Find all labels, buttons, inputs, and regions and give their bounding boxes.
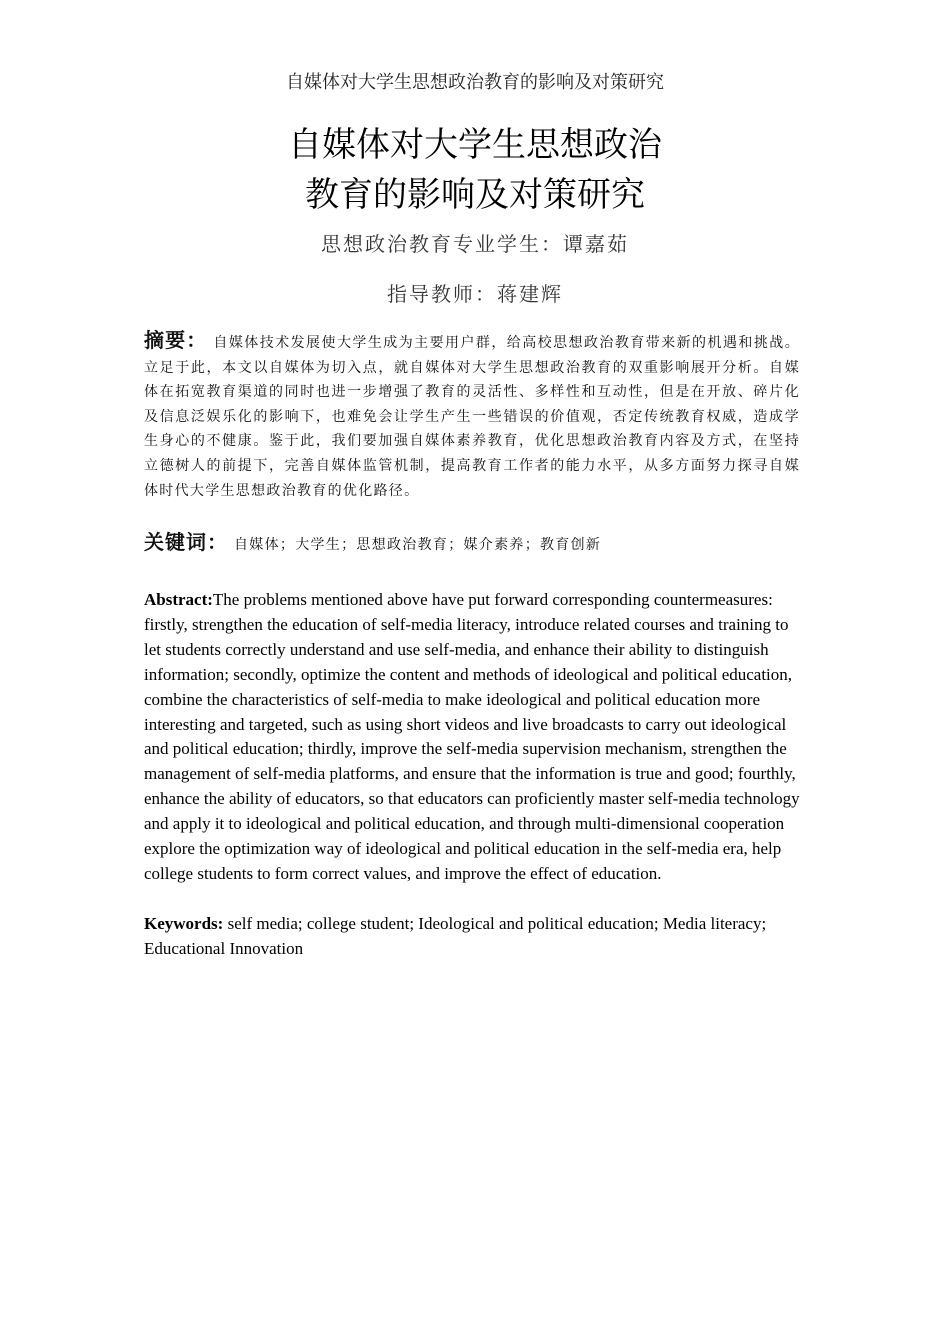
chinese-abstract-label: 摘要： xyxy=(144,328,208,352)
chinese-keywords-text: 自媒体；大学生；思想政治教育；媒介素养；教育创新 xyxy=(234,537,602,553)
paper-title xyxy=(0,120,950,220)
author-line: 思想政治教育专业学生：谭嘉茹 xyxy=(321,232,629,256)
paper-title-line-2: 教育的影响及对策研究 xyxy=(305,175,645,215)
english-abstract-label: Abstract: xyxy=(144,590,213,609)
running-header: 自媒体对大学生思想政治教育的影响及对策研究 xyxy=(286,72,664,92)
chinese-abstract xyxy=(144,328,800,503)
english-abstract-text: The problems mentioned above have put forward corresponding countermeasures: firstly, strengthen the education of self-media literacy, introduce related courses and training to let students correctly understand and use self-media, and enhance their ability to distinguish information; secondly, optimize the content and methods of ideological and political education, combine the characteristics of self-media to make ideological and political education more interesting and targeted, such as using short videos and live broadcasts to carry out ideological and political education; thirdly, improve the self-media supervision mechanism, strengthen the management of self-media platforms, and ensure that the information is true and good; fourthly, enhance the ability of educators, so that educators can proficiently master self-media technology and apply it to ideological and political education, and through multi-dimensional cooperation explore the optimization way of ideological and political education in the self-media era, help college students to form correct values, and improve the effect of education. xyxy=(144,590,800,883)
chinese-keywords xyxy=(144,526,800,555)
english-keywords-text: self media; college student; Ideological and political education; Media literacy; Educational Innovation xyxy=(144,914,767,958)
chinese-abstract-text: 自媒体技术发展使大学生成为主要用户群，给高校思想政治教育带来新的机遇和挑战。立足于此，本文以自媒体为切入点，就自媒体对大学生思想政治教育的双重影响展开分析。自媒体在拓宽教育渠道的同时也进一步增强了教育的灵活性、多样性和互动性，但是在开放、碎片化及信息泛娱乐化的影响下，也难免会让学生产生一些错误的价值观，否定传统教育权威，造成学生身心的不健康。鉴于此，我们要加强自媒体素养教育，优化思想政治教育内容及方式，在坚持立德树人的前提下，完善自媒体监管机制，提高教育工作者的能力水平，从多方面努力探寻自媒体时代大学生思想政治教育的优化路径。 xyxy=(144,335,800,499)
paper-title-line-1: 自媒体对大学生思想政治 xyxy=(288,125,662,165)
english-abstract xyxy=(144,588,809,887)
chinese-keywords-label: 关键词： xyxy=(144,530,228,554)
english-keywords xyxy=(144,912,804,962)
advisor-line: 指导教师：蒋建辉 xyxy=(387,282,563,306)
english-keywords-label: Keywords: xyxy=(144,914,224,933)
